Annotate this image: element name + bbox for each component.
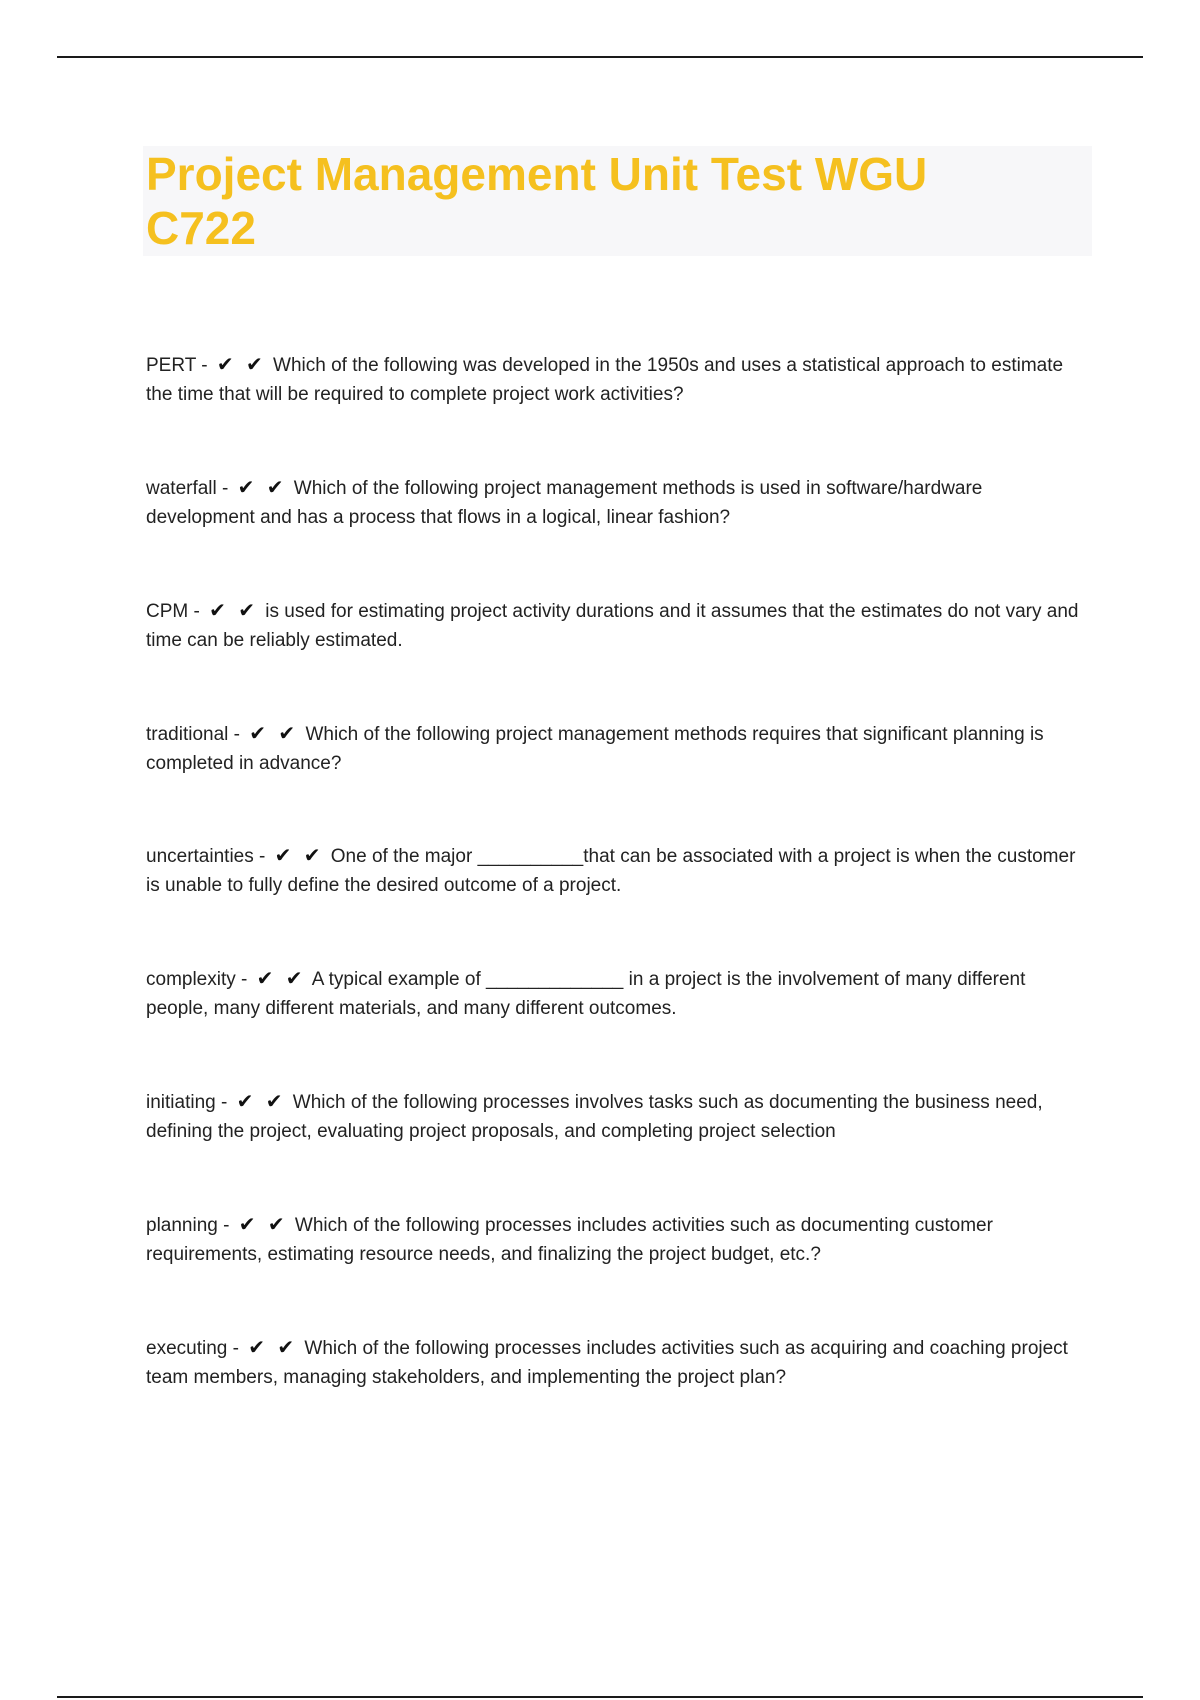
answer-term: waterfall [146, 478, 217, 499]
qa-item [146, 1210, 1086, 1269]
qa-item [146, 964, 1086, 1023]
double-check-icon: ✔ ✔ [209, 598, 258, 622]
qa-item [146, 719, 1086, 778]
separator: - [193, 601, 200, 622]
answer-term: executing [146, 1338, 228, 1359]
separator: - [241, 969, 248, 990]
question-text: One of the major __________that can be associated with a project is when the customer is unable to fully define the desired outcome of a project. [146, 846, 1076, 896]
question-text: Which of the following was developed in the 1950s and uses a statistical approach to estimate the time that will be required to complete project work activities? [146, 355, 1064, 405]
separator: - [233, 724, 240, 745]
answer-term: complexity [146, 969, 236, 990]
answer-term: traditional [146, 724, 229, 745]
double-check-icon: ✔ ✔ [216, 352, 266, 376]
qa-item [146, 350, 1086, 409]
answer-term: initiating [146, 1092, 216, 1113]
answer-term: uncertainties [146, 846, 254, 867]
double-check-icon: ✔ ✔ [236, 1089, 286, 1113]
separator: - [223, 1215, 230, 1236]
qa-item [146, 596, 1086, 655]
separator: - [201, 355, 208, 376]
question-text: Which of the following project management methods requires that significant planning is completed in advance? [146, 724, 1044, 774]
separator: - [221, 1092, 228, 1113]
qa-item [146, 1087, 1086, 1146]
answer-term: PERT [146, 355, 196, 376]
double-check-icon: ✔ ✔ [237, 475, 287, 499]
question-text: A typical example of _____________ in a project is the involvement of many different people, many different materials, and many different outcomes. [146, 969, 1026, 1019]
question-text: Which of the following project management methods is used in software/hardware development and has a process that flows in a logical, linear fashion? [146, 478, 983, 528]
question-text: Which of the following processes involves tasks such as documenting the business need, defining the project, evaluating project proposals, and completing project selection [146, 1092, 1043, 1142]
question-text: is used for estimating project activity durations and it assumes that the estimates do not vary and time can be reliably estimated. [146, 601, 1079, 651]
question-text: Which of the following processes includes activities such as documenting customer requirements, estimating resource needs, and finalizing the project budget, etc.? [146, 1215, 993, 1265]
question-text: Which of the following processes includes activities such as acquiring and coaching project team members, managing stakeholders, and implementing the project plan? [146, 1338, 1068, 1388]
double-check-icon: ✔ ✔ [274, 843, 324, 867]
qa-item [146, 473, 1086, 532]
bottom-divider [57, 1696, 1143, 1698]
separator: - [232, 1338, 239, 1359]
double-check-icon: ✔ ✔ [256, 966, 306, 990]
answer-term: planning [146, 1215, 218, 1236]
separator: - [222, 478, 229, 499]
double-check-icon: ✔ ✔ [249, 721, 299, 745]
answer-term: CPM [146, 601, 189, 622]
separator: - [259, 846, 266, 867]
double-check-icon: ✔ ✔ [248, 1335, 298, 1359]
document-title: Project Management Unit Test WGU C722 [146, 148, 928, 254]
top-divider [57, 56, 1143, 58]
double-check-icon: ✔ ✔ [238, 1212, 288, 1236]
qa-item [146, 1333, 1086, 1392]
qa-item [146, 841, 1086, 900]
